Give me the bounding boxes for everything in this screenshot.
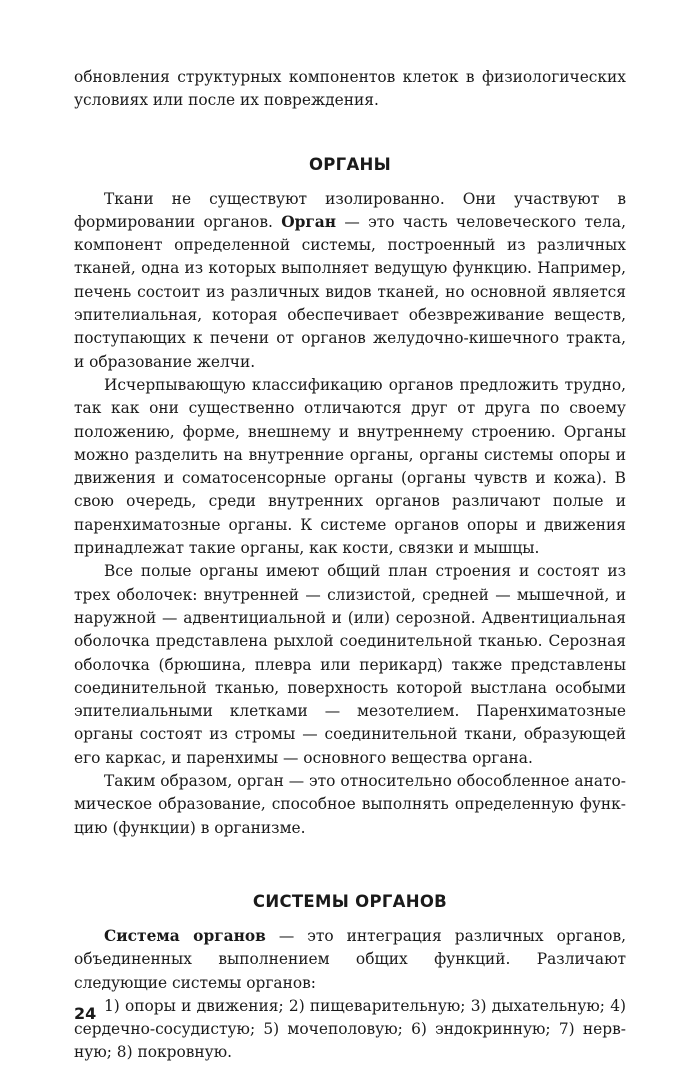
organs-paragraph-1 <box>74 188 626 374</box>
heading-organs: ОРГАНЫ <box>308 154 392 174</box>
heading-organ-systems: СИСТЕМЫ ОРГАНОВ <box>252 891 448 911</box>
systems-paragraph-1 <box>74 925 626 995</box>
organs-paragraph-3: Все полые органы имеют общий план строения и состоят из трех оболочек: внутренней — слизистой, средней — мышечной, и наружной — адвентициальной и (или) серозной. Адвентициальная оболочка представлена рыхлой соединительной тканью. Серозная оболочка (брюшина, плевра или перикард) также представлены соединительной тканью, поверхность которой выстлана особыми эпителиальными клетками — мезотелием. Паренхиматозные органы состоят из стромы — соединительной ткани, образующей его каркас, и паренхимы — основного вещества органа. <box>74 562 626 767</box>
organs-p1-definition: — это часть человеческого тела, компонент определенной системы, построенный из различных тканей, одна из которых выполняет ведущую функцию. Например, печень состоит из различных видов тканей, но основной является эпителиальная, которая обеспечивает обезвреживание веществ, поступающих к печени от органов желудочно-кишечного тракта, и образование желчи. <box>74 212 626 371</box>
page-number: 24 <box>74 1004 97 1023</box>
systems-list-paragraph: 1) опоры и движения; 2) пищеварительную; 3) дыхательную; 4) сердечно-сосудистую; 5) мочеполовую; 6) эндокринную; 7) нервную; 8) покровную. <box>74 996 626 1062</box>
term-organ-system: Система органов <box>104 926 266 945</box>
term-organ: Орган <box>281 212 337 231</box>
organs-paragraph-2: Исчерпывающую классификацию органов предложить трудно, так как они существенно отличаются друг от друга по своему положению, форме, внешнему и внутреннему строению. Органы можно разделить на внутренние органы, органы системы опоры и движения и соматосенсорные органы (органы чувств и кожа). В свою очередь, среди внутренних органов различают полые и паренхиматозные органы. К системе органов опоры и движения принадлежат такие органы, как кости, связки и мышцы. <box>74 375 626 558</box>
organs-p1-lead: Ткани не существуют изолированно. Они участвуют в формировании органов. <box>74 189 626 231</box>
organs-paragraph-4: Таким образом, орган — это относительно обособленное анатомическое образование, способное выполнять определенную функцию (функции) в организме. <box>74 772 626 837</box>
intro-paragraph: обновления структурных компонентов клеток в физиологических условиях или после их повреждения. <box>74 68 626 110</box>
page-body <box>74 66 626 1065</box>
systems-p1-definition: — это интеграция различных органов, объединенных выполнением общих функций. Различают следующие системы органов: <box>74 926 627 992</box>
